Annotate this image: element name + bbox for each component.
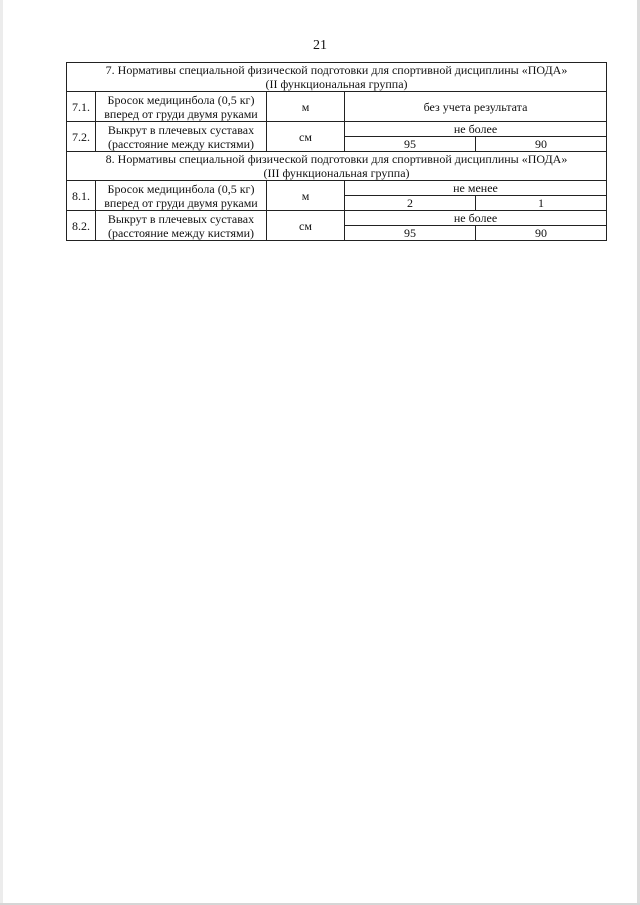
condition-cell: не более bbox=[345, 211, 607, 226]
page-number: 21 bbox=[313, 38, 327, 53]
scan-edge-left bbox=[0, 0, 3, 905]
row-number: 8.2. bbox=[67, 211, 96, 241]
unit-cell: см bbox=[267, 211, 345, 241]
section-title-line: 7. Нормативы специальной физической подготовки для спортивной дисциплины «ПОДА» bbox=[105, 63, 568, 77]
section-title-line: 8. Нормативы специальной физической подготовки для спортивной дисциплины «ПОДА» bbox=[105, 152, 568, 166]
table-row bbox=[67, 181, 607, 196]
row-number: 7.2. bbox=[67, 122, 96, 152]
exercise-name bbox=[96, 211, 267, 241]
exercise-line: (расстояние между кистями) bbox=[107, 225, 255, 240]
value-cell: 2 bbox=[345, 196, 476, 211]
exercise-line: (расстояние между кистями) bbox=[107, 136, 255, 151]
unit-cell: см bbox=[267, 122, 345, 152]
exercise-name bbox=[96, 92, 267, 122]
value-cell: 95 bbox=[345, 226, 476, 241]
condition-cell: не менее bbox=[345, 181, 607, 196]
exercise-name bbox=[96, 122, 267, 152]
result-cell: без учета результата bbox=[345, 92, 607, 122]
value-cell: 1 bbox=[476, 196, 607, 211]
norms-table bbox=[66, 62, 607, 241]
table-row bbox=[67, 92, 607, 122]
unit-cell: м bbox=[267, 181, 345, 211]
exercise-name bbox=[96, 181, 267, 211]
exercise-line: вперед от груди двумя руками bbox=[104, 195, 258, 210]
exercise-line: Выкрут в плечевых суставах bbox=[107, 211, 255, 226]
table-row bbox=[67, 211, 607, 226]
row-number: 7.1. bbox=[67, 92, 96, 122]
exercise-line: Выкрут в плечевых суставах bbox=[107, 122, 255, 137]
section-title bbox=[67, 63, 607, 92]
exercise-line: вперед от груди двумя руками bbox=[104, 106, 258, 121]
section-title bbox=[67, 152, 607, 181]
section-header-row bbox=[67, 152, 607, 181]
table-row bbox=[67, 122, 607, 137]
section-header-row bbox=[67, 63, 607, 92]
section-subtitle-line: (III функциональная группа) bbox=[263, 166, 410, 180]
exercise-line: Бросок медицинбола (0,5 кг) bbox=[107, 181, 255, 196]
value-cell: 95 bbox=[345, 137, 476, 152]
unit-cell: м bbox=[267, 92, 345, 122]
value-cell: 90 bbox=[476, 226, 607, 241]
section-subtitle-line: (II функциональная группа) bbox=[265, 77, 408, 91]
exercise-line: Бросок медицинбола (0,5 кг) bbox=[107, 92, 255, 107]
value-cell: 90 bbox=[476, 137, 607, 152]
condition-cell: не более bbox=[345, 122, 607, 137]
row-number: 8.1. bbox=[67, 181, 96, 211]
